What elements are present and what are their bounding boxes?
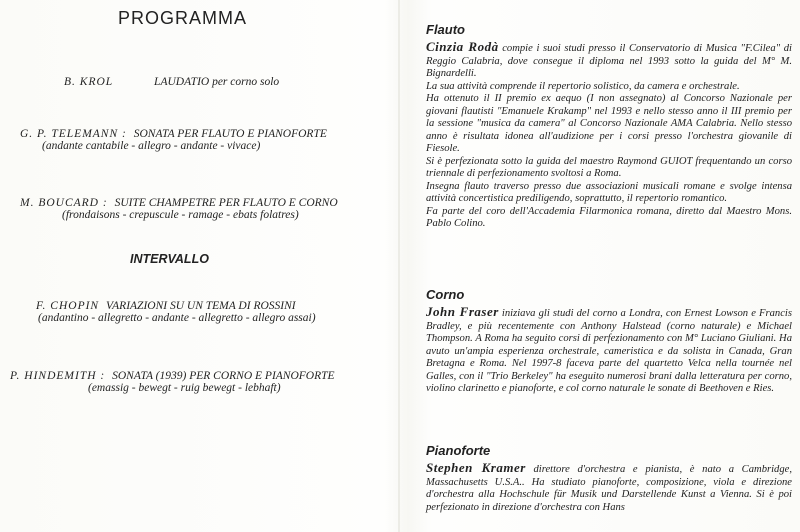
interval-heading: INTERVALLO: [130, 252, 209, 266]
work-title: SONATA (1939) PER CORNO E PIANOFORTE: [112, 370, 335, 382]
programme-item: [10, 370, 335, 394]
programme-item: [64, 76, 279, 88]
flute-bio: [426, 41, 792, 231]
piano-section: [426, 443, 792, 514]
programme-item: [20, 197, 338, 221]
programme-title: PROGRAMMA: [118, 8, 248, 28]
work-title: SONATA PER FLAUTO E PIANOFORTE: [133, 128, 327, 140]
movements: (emassig - bewegt - ruig bewegt - lebhaft): [88, 382, 281, 394]
bio-text: direttore d'orchestra e pianista, è nato a Cambridge, Massachusetts U.S.A.. Ha studiato pianoforte, composizione, viola e direzione d'orchestra alla Hochschule für Musik und Darstellende Kunst a Vienna. Si è poi perfezionato in direzione d'orchestra con Hans: [426, 464, 792, 513]
bio-paragraph: Insegna flauto traverso presso due associazioni musicali romane e svolge intensa attività concertistica prediligendo, soprattutto, il repertorio romantico.: [426, 180, 792, 204]
piano-heading: Pianoforte: [426, 443, 491, 458]
bio-paragraph: Fa parte del coro dell'Accademia Filarmonica romana, diretto dal Maestro Mons. Pablo Colino.: [426, 205, 792, 229]
programme-item: [20, 128, 327, 152]
piano-bio: [426, 462, 792, 514]
bio-paragraph: Ha ottenuto il II premio ex aequo (I non assegnato) al Concorso Nazionale per giovani flautisti "Emanuele Krakamp" nel 1993 e nello stesso anno il III premio per la sessione "musica da camera" al Concorso Nazionale AMA Calabria. Nello stesso anno è risultata idonea all'audizione per i corsi presso l'orchestra giovanile di Fiesole.: [426, 93, 792, 154]
bio-paragraph: compie i suoi studi presso il Conservatorio di Musica "F.Cilea" di Reggio Calabria, dove consegue il diploma nel 1993 sotto la guida del M° M. Bignardelli.: [426, 43, 792, 79]
programme-item: [36, 300, 316, 324]
flute-section: [426, 22, 792, 231]
bio-paragraph: La sua attività comprende il repertorio solistico, da camera e orchestrale.: [426, 80, 740, 92]
horn-section: [426, 287, 792, 396]
flute-heading: Flauto: [426, 22, 465, 37]
composer: B. KROL: [64, 76, 114, 88]
composer: F. CHOPIN: [36, 300, 100, 312]
bio-paragraph: Si è perfezionata sotto la guida del maestro Raymond GUIOT frequentando un corso triennale di perfezionamento svoltosi a Roma.: [426, 155, 792, 179]
hornist-name: John Fraser: [426, 304, 499, 319]
movements: (andantino - allegretto - andante - allegretto - allegro assai): [38, 312, 316, 324]
composer: G. P. TELEMANN :: [20, 128, 127, 140]
horn-heading: Corno: [426, 287, 465, 302]
composer: P. HINDEMITH :: [10, 370, 106, 382]
flutist-name: Cinzia Rodà: [426, 39, 499, 54]
work-title: LAUDATIO per corno solo: [154, 76, 280, 88]
pianist-name: Stephen Kramer: [426, 460, 526, 475]
page-fold: [398, 0, 400, 532]
movements: (frondaisons - crepuscule - ramage - ebats folatres): [62, 209, 299, 221]
work-title: SUITE CHAMPETRE PER FLAUTO E CORNO: [114, 197, 338, 209]
work-title: VARIAZIONI SU UN TEMA DI ROSSINI: [105, 300, 296, 312]
composer: M. BOUCARD :: [20, 197, 108, 209]
movements: (andante cantabile - allegro - andante - vivace): [42, 140, 261, 152]
horn-bio: [426, 306, 792, 396]
bio-text: iniziava gli studi del corno a Londra, con Ernest Lowson e Francis Bradley, e più recentemente con Anthony Halstead (corno naturale) e Michael Thompson. A Roma ha seguito corsi di perfezionamento con M° Luciano Giuliani. Ha avuto un'ampia esperienza orchestrale, cameristica e da solista in Canada, Gran Bretagna e Roma. Nel 1997-8 faceva parte del quartetto Velca nella tournée nel Galles, con il "Trio Berkeley" ha eseguito numerosi brani dalla letteratura per corno, violino clarinetto e pianoforte, e col corno naturale le sonate di Beethoven e Ries.: [426, 308, 792, 394]
